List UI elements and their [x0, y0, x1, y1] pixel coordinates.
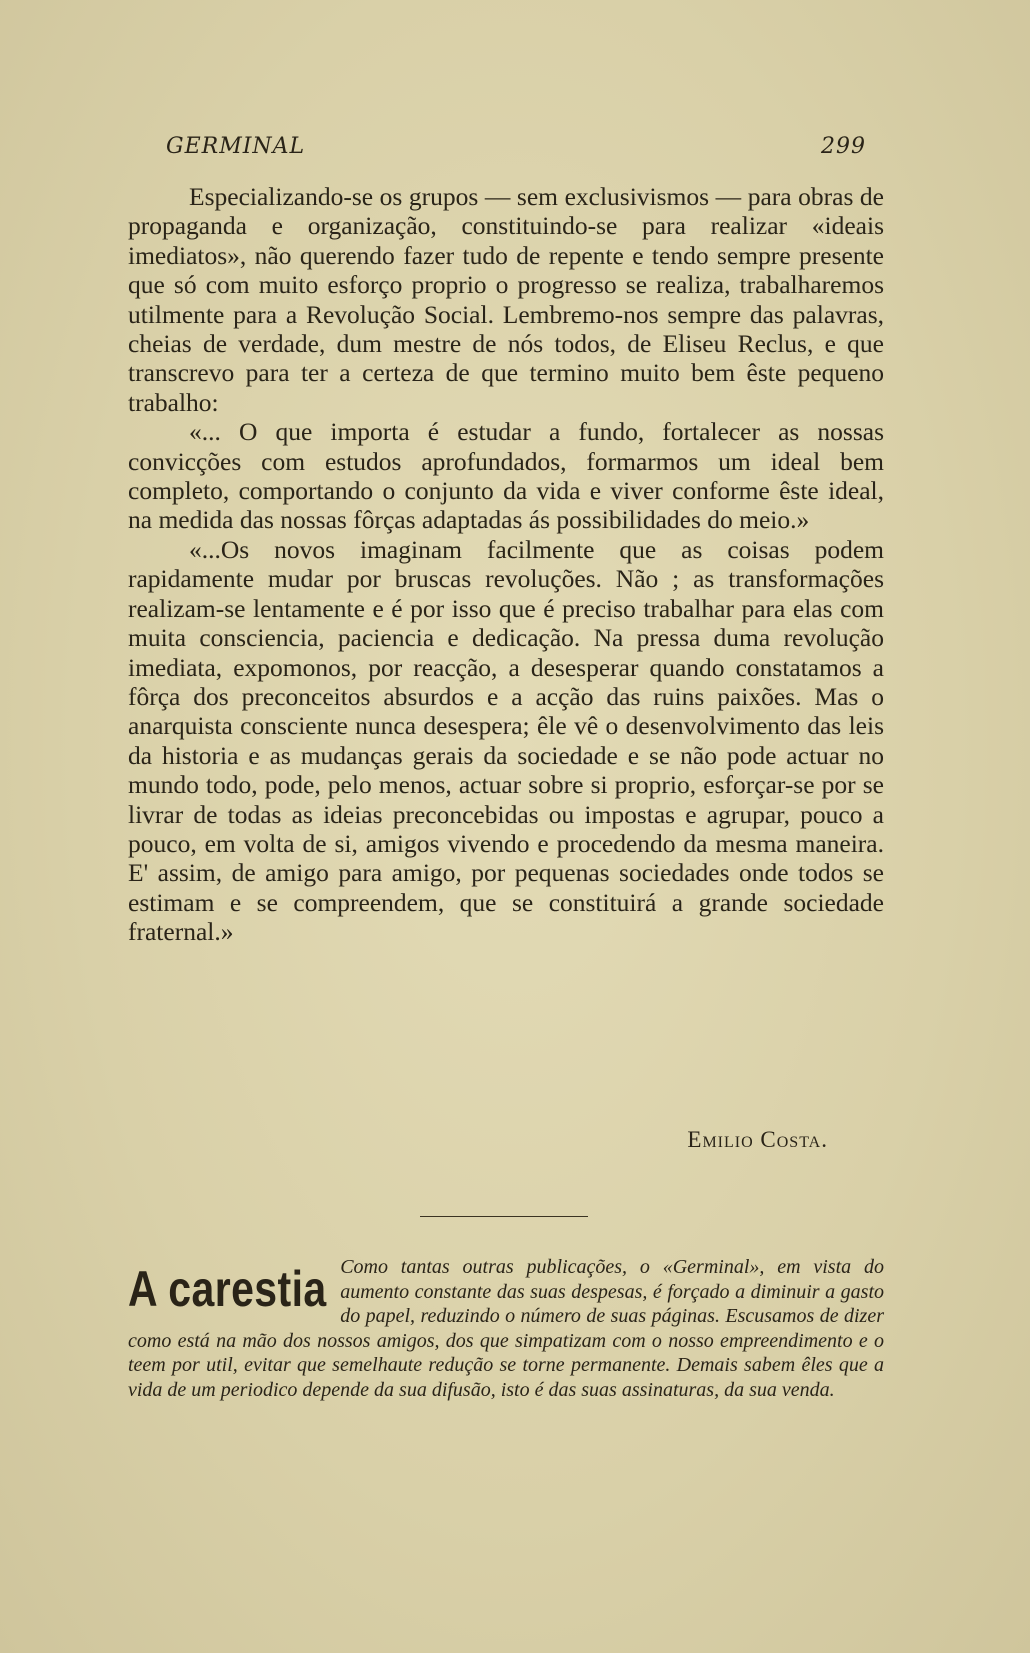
- notice-block: [128, 1255, 884, 1403]
- notice-text: Como tantas outras publicações, o «Germinal», em vista do aumento constante das suas despesas, é forçado a diminuir a gasto do papel, reduzindo o número de suas páginas. Escusamos de dizer como está na mão dos nossos amigos, dos que simpatizam com o nosso empreendimento e o teem por util, evitar que semelhaute redução se torne permanente. Demais sabem êles que a vida de um periodico depende da sua difusão, isto é das suas assinaturas, da sua venda.: [128, 1256, 884, 1401]
- journal-title: GERMINAL: [166, 134, 306, 159]
- section-divider: [420, 1216, 588, 1217]
- running-header: [166, 134, 866, 168]
- page-number: 299: [821, 134, 866, 159]
- notice-title: A carestia: [128, 1261, 327, 1317]
- article-paragraph: Especializando-se os grupos — sem exclusivismos — para obras de propaganda e organização, constituindo-se para realizar «ideais imediatos», não querendo fazer tudo de repente e tendo sempre presente que só com muito esforço proprio o progresso se realiza, trabalharemos utilmente para a Revolução Social. Lembremo-nos sempre das palavras, cheias de verdade, dum mestre de nós todos, de Eliseu Reclus, e que transcrevo para ter a certeza de que termino muito bem êste pequeno trabalho:: [128, 182, 884, 417]
- author-signature: Emilio Costa.: [687, 1127, 828, 1152]
- article-body: [128, 182, 884, 947]
- quote-paragraph: «...Os novos imaginam facilmente que as coisas podem rapidamente mudar por bruscas revoluções. Não ; as transformações realizam-se lentamente e é por isso que é preciso trabalhar para elas com muita consciencia, paciencia e dedicação. Na pressa duma revolução imediata, expomonos, por reacção, a desesperar quando constatamos a fôrça dos preconceitos absurdos e a acção das ruins paixões. Mas o anarquista consciente nunca desespera; êle vê o desenvolvimento das leis da historia e as mudanças gerais da sociedade e se não pode actuar no mundo todo, pode, pelo menos, actuar sobre si proprio, esforçar-se por se livrar de todas as ideias preconcebidas ou impostas e agrupar, pouco a pouco, em volta de si, amigos vivendo e procedendo da mesma maneira. E' assim, de amigo para amigo, por pequenas sociedades onde todos se estimam e se compreendem, que se constituirá a grande sociedade fraternal.»: [128, 534, 884, 947]
- quote-paragraph: «... O que importa é estudar a fundo, fortalecer as nossas convicções com estudos aprofundados, formarmos um ideal bem completo, comportando o conjunto da vida e viver conforme êste ideal, na medida das nossas fôrças adaptadas ás possibilidades do meio.»: [128, 417, 884, 535]
